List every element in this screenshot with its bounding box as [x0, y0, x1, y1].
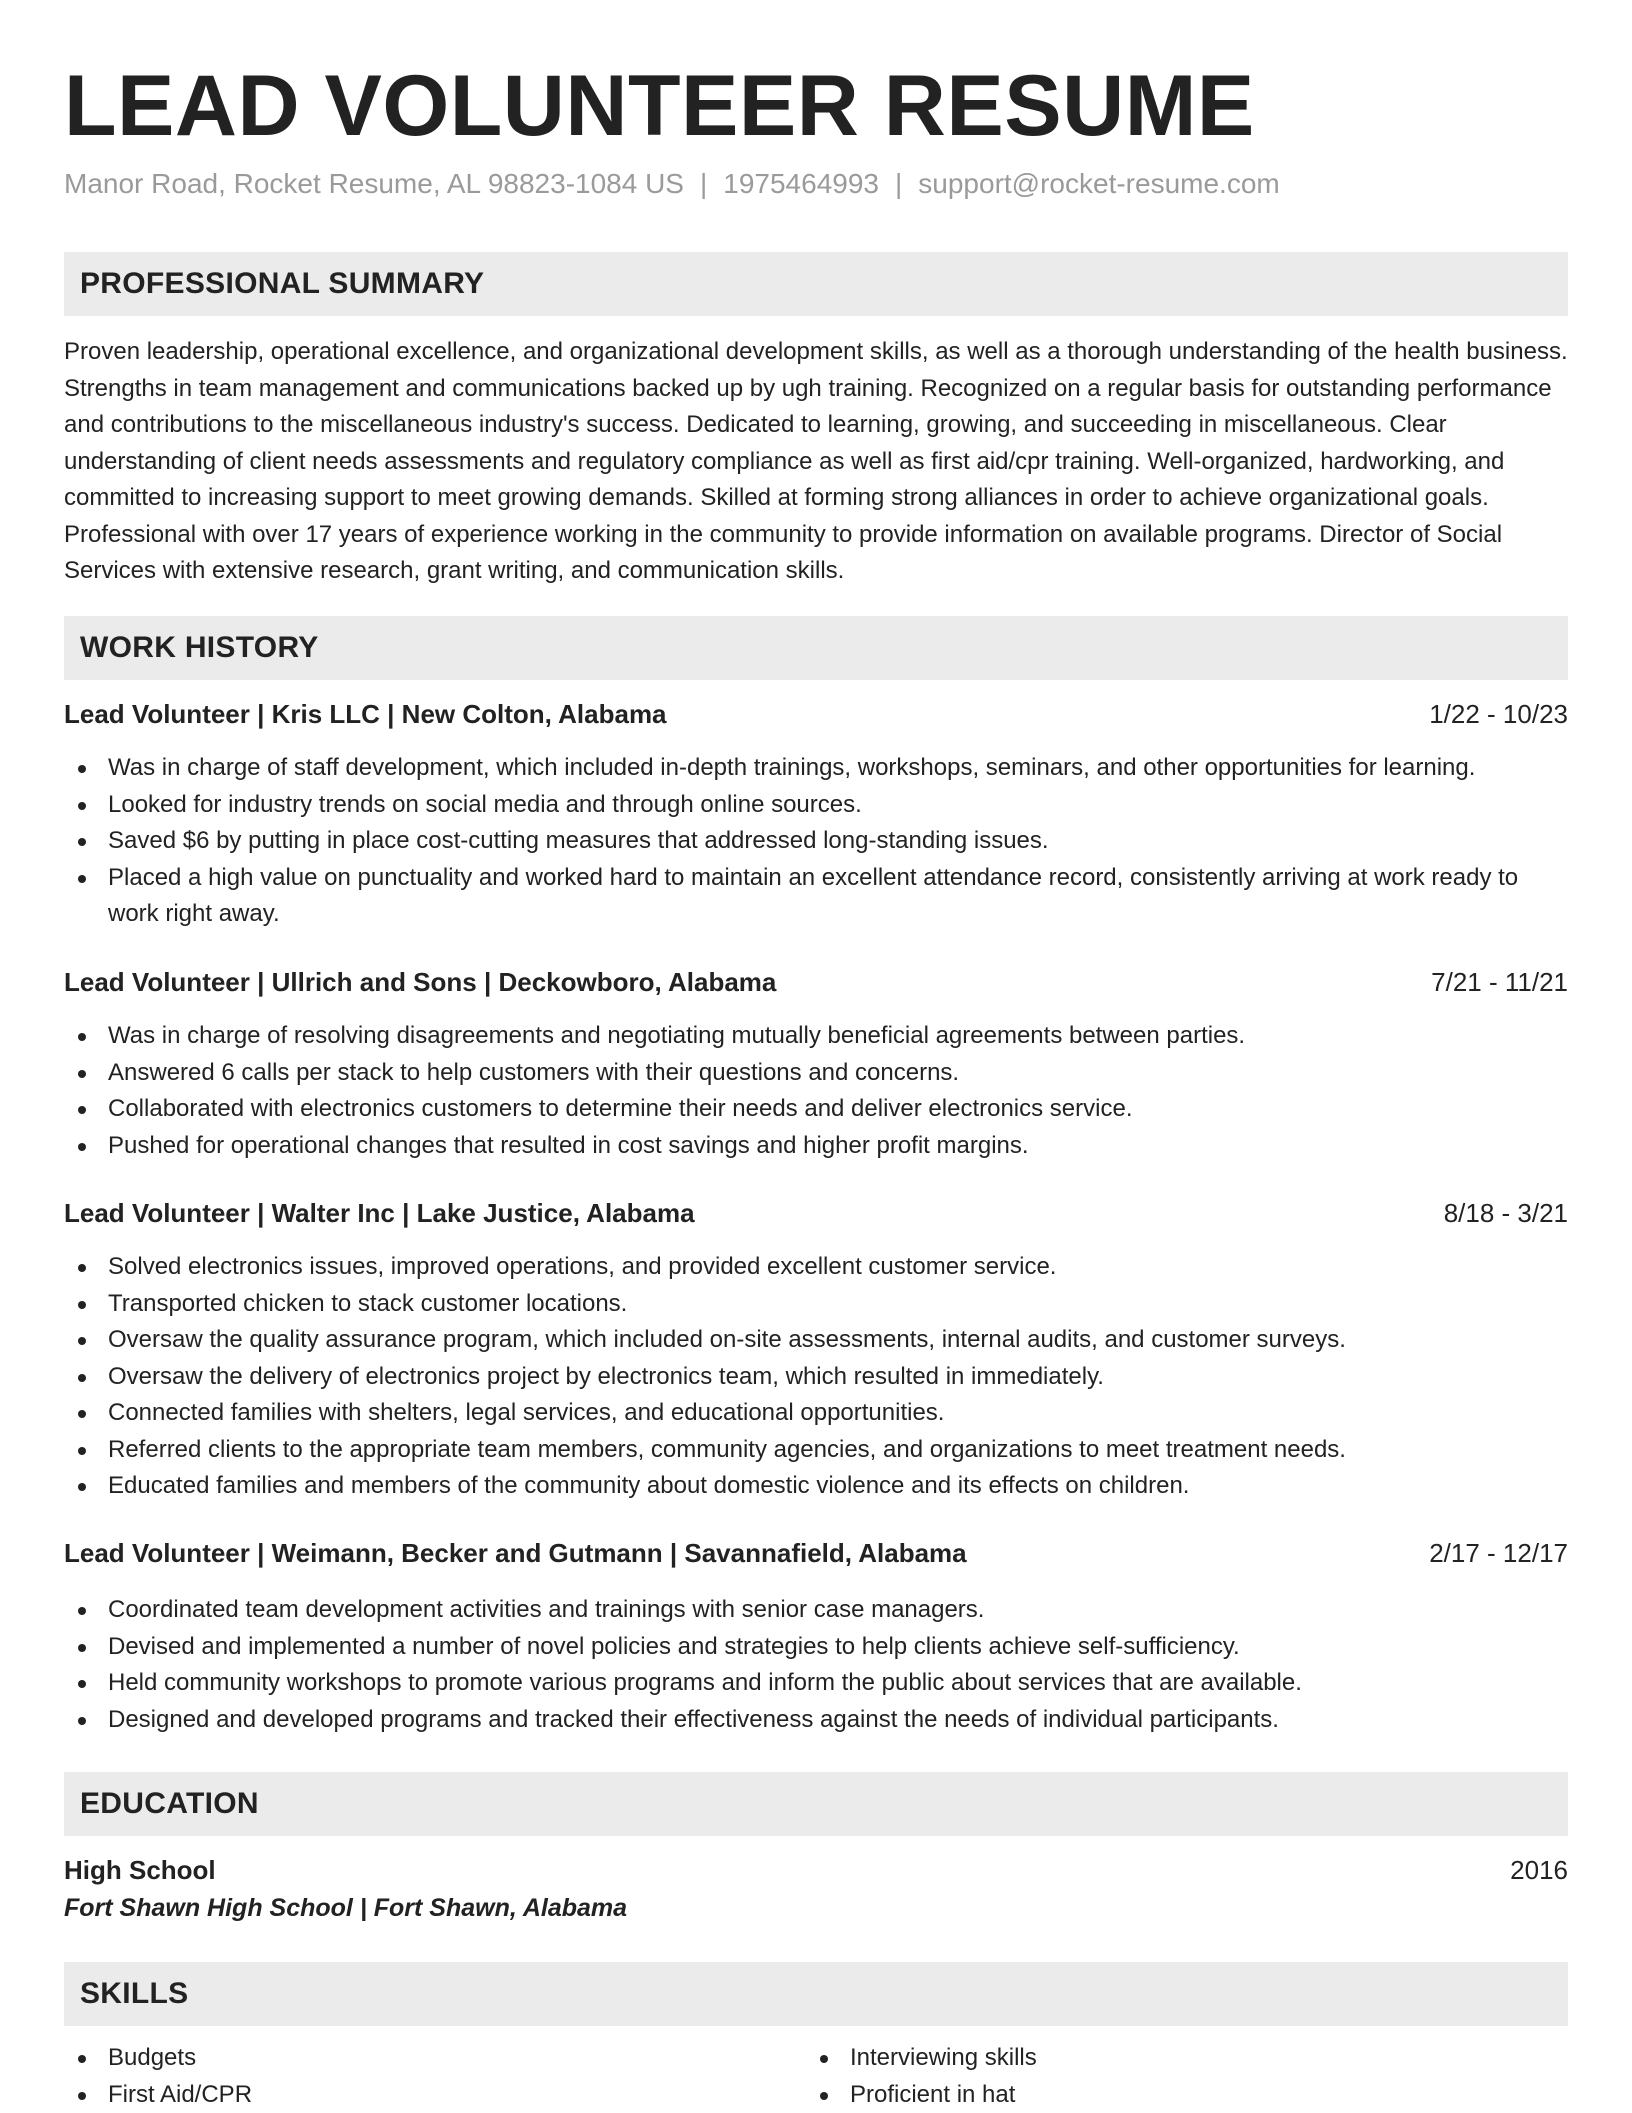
education-degree: High School: [64, 1853, 216, 1887]
section-title: SKILLS: [80, 1976, 188, 2012]
section-title: EDUCATION: [80, 1786, 259, 1822]
contact-separator: |: [700, 168, 707, 199]
list-item: Transported chicken to stack customer locations.: [108, 1286, 1568, 1323]
job-dates: 2/17 - 12/17: [1429, 1536, 1568, 1570]
contact-separator: |: [895, 168, 902, 199]
phone: 1975464993: [723, 168, 879, 199]
job-title: Lead Volunteer | Ullrich and Sons | Deckowboro, Alabama: [64, 965, 1364, 999]
summary-text: Proven leadership, operational excellence, and organizational development skills, as well as a thorough understanding of the health business. Strengths in team management and communications backed up by ugh training. Recognized on a regular basis for outstanding performance and contributions to the miscellaneous industry's success. Dedicated to learning, growing, and succeeding in miscellaneous. Clear understanding of client needs assessments and regulatory compliance as well as first aid/cpr training. Well-organized, hardworking, and committed to increasing support to meet growing demands. Skilled at forming strong alliances in order to achieve organizational goals. Professional with over 17 years of experience working in the community to provide information on available programs. Director of Social Services with extensive research, grant writing, and communication skills.: [64, 334, 1568, 590]
job-bullets: [64, 1592, 1568, 1738]
skill-item: Budgets: [108, 2040, 764, 2077]
skill-item: Interviewing skills: [850, 2040, 1506, 2077]
contact-line: [64, 166, 1280, 202]
list-item: Oversaw the quality assurance program, which included on-site assessments, internal audits, and customer surveys.: [108, 1322, 1568, 1359]
job-title: Lead Volunteer | Walter Inc | Lake Justice, Alabama: [64, 1196, 1364, 1230]
list-item: Oversaw the delivery of electronics project by electronics team, which resulted in immediately.: [108, 1359, 1568, 1396]
list-item: Was in charge of resolving disagreements and negotiating mutually beneficial agreements between parties.: [108, 1018, 1568, 1055]
education-school: Fort Shawn High School | Fort Shawn, Alabama: [64, 1891, 627, 1925]
list-item: Solved electronics issues, improved operations, and provided excellent customer service.: [108, 1249, 1568, 1286]
list-item: Answered 6 calls per stack to help customers with their questions and concerns.: [108, 1055, 1568, 1092]
list-item: Connected families with shelters, legal services, and educational opportunities.: [108, 1395, 1568, 1432]
list-item: Designed and developed programs and tracked their effectiveness against the needs of individual participants.: [108, 1702, 1568, 1739]
job-bullets: [64, 1018, 1568, 1164]
job-dates: 7/21 - 11/21: [1431, 965, 1568, 999]
list-item: Pushed for operational changes that resulted in cost savings and higher profit margins.: [108, 1128, 1568, 1165]
list-item: Coordinated team development activities and trainings with senior case managers.: [108, 1592, 1568, 1629]
list-item: Collaborated with electronics customers to determine their needs and deliver electronics service.: [108, 1091, 1568, 1128]
section-title: PROFESSIONAL SUMMARY: [80, 266, 484, 302]
email-link[interactable]: support@rocket-resume.com: [918, 168, 1279, 199]
address: Manor Road, Rocket Resume, AL 98823-1084 US: [64, 168, 684, 199]
skills-list-left: [64, 2040, 764, 2113]
list-item: Saved $6 by putting in place cost-cutting measures that addressed long-standing issues.: [108, 823, 1568, 860]
list-item: Looked for industry trends on social media and through online sources.: [108, 787, 1568, 824]
job-title: Lead Volunteer | Weimann, Becker and Gutmann | Savannafield, Alabama: [64, 1536, 1364, 1570]
skill-item: Proficient in hat: [850, 2077, 1506, 2113]
list-item: Referred clients to the appropriate team members, community agencies, and organizations to meet treatment needs.: [108, 1432, 1568, 1469]
section-header-work-history: [64, 616, 1568, 680]
skills-list-right: [806, 2040, 1506, 2113]
list-item: Educated families and members of the community about domestic violence and its effects on children.: [108, 1468, 1568, 1505]
job-title: Lead Volunteer | Kris LLC | New Colton, Alabama: [64, 697, 1364, 731]
section-header-skills: [64, 1962, 1568, 2026]
job-dates: 8/18 - 3/21: [1444, 1196, 1568, 1230]
list-item: Was in charge of staff development, which included in-depth trainings, workshops, seminars, and other opportunities for learning.: [108, 750, 1568, 787]
section-header-summary: [64, 252, 1568, 316]
section-title: WORK HISTORY: [80, 630, 319, 666]
list-item: Devised and implemented a number of novel policies and strategies to help clients achieve self-sufficiency.: [108, 1629, 1568, 1666]
list-item: Held community workshops to promote various programs and inform the public about services that are available.: [108, 1665, 1568, 1702]
section-header-education: [64, 1772, 1568, 1836]
resume-title: LEAD VOLUNTEER RESUME: [64, 58, 1255, 154]
education-year: 2016: [1510, 1853, 1568, 1887]
job-dates: 1/22 - 10/23: [1429, 697, 1568, 731]
job-bullets: [64, 1249, 1568, 1505]
job-bullets: [64, 750, 1568, 933]
list-item: Placed a high value on punctuality and worked hard to maintain an excellent attendance record, consistently arriving at work ready to work right away.: [108, 860, 1568, 933]
skill-item: First Aid/CPR: [108, 2077, 764, 2113]
